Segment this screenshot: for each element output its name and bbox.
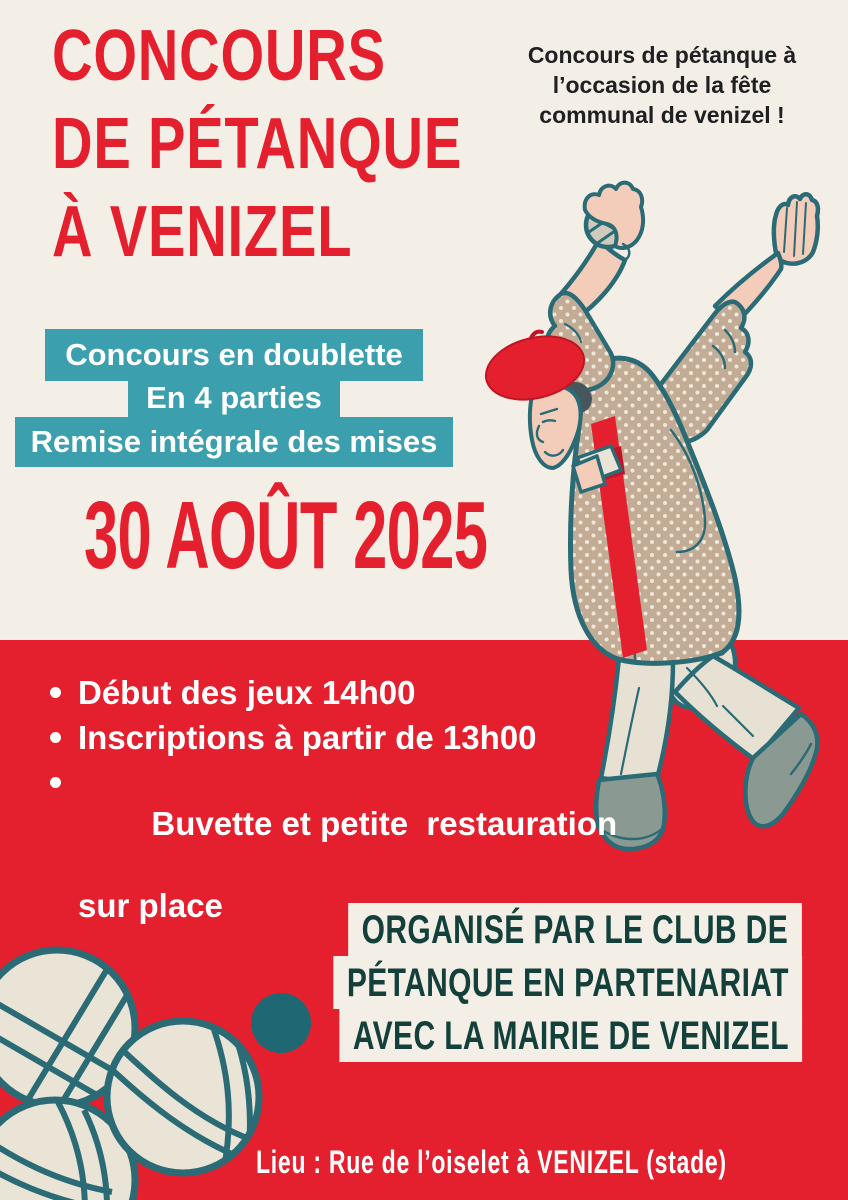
organizer-line-3: AVEC LA MAIRIE DE VENIZEL — [339, 1009, 802, 1062]
organizer-line-1: ORGANISÉ PAR LE CLUB DE — [349, 903, 802, 956]
organizer-box — [177, 903, 802, 1062]
banner-remise: Remise intégrale des mises — [15, 417, 454, 467]
title-line-2: DE PÉTANQUE — [52, 104, 463, 184]
list-item: Inscriptions à partir de 13h00 — [50, 717, 617, 758]
bullet-dot-icon — [50, 687, 61, 698]
list-item: Début des jeux 14h00 — [50, 672, 617, 713]
bullet-dot-icon — [50, 732, 61, 743]
bullet-dot-icon — [50, 777, 61, 788]
poster-subtitle — [512, 40, 812, 130]
title-line-3: À VENIZEL — [52, 192, 353, 272]
info-banners — [0, 329, 468, 467]
player-legs — [596, 644, 817, 849]
banner-parties: En 4 parties — [128, 379, 340, 417]
title-line-1: CONCOURS — [52, 16, 386, 96]
banner-doublette: Concours en doublette — [45, 329, 423, 381]
subtitle-line-3: communal de venizel ! — [539, 102, 785, 128]
subtitle-line-2: l’occasion de la fête — [552, 72, 772, 98]
list-item: Buvette et petite restauration sur place — [50, 762, 617, 1008]
location-line: Lieu : Rue de l’oiselet à VENIZEL (stade) — [256, 1144, 727, 1180]
event-date: 30 AOÛT 2025 — [84, 482, 488, 589]
player-right-arm — [649, 194, 818, 442]
subtitle-line-1: Concours de pétanque à — [527, 42, 797, 68]
organizer-line-2: PÉTANQUE EN PARTENARIAT — [333, 956, 802, 1009]
poster-title — [52, 12, 578, 276]
